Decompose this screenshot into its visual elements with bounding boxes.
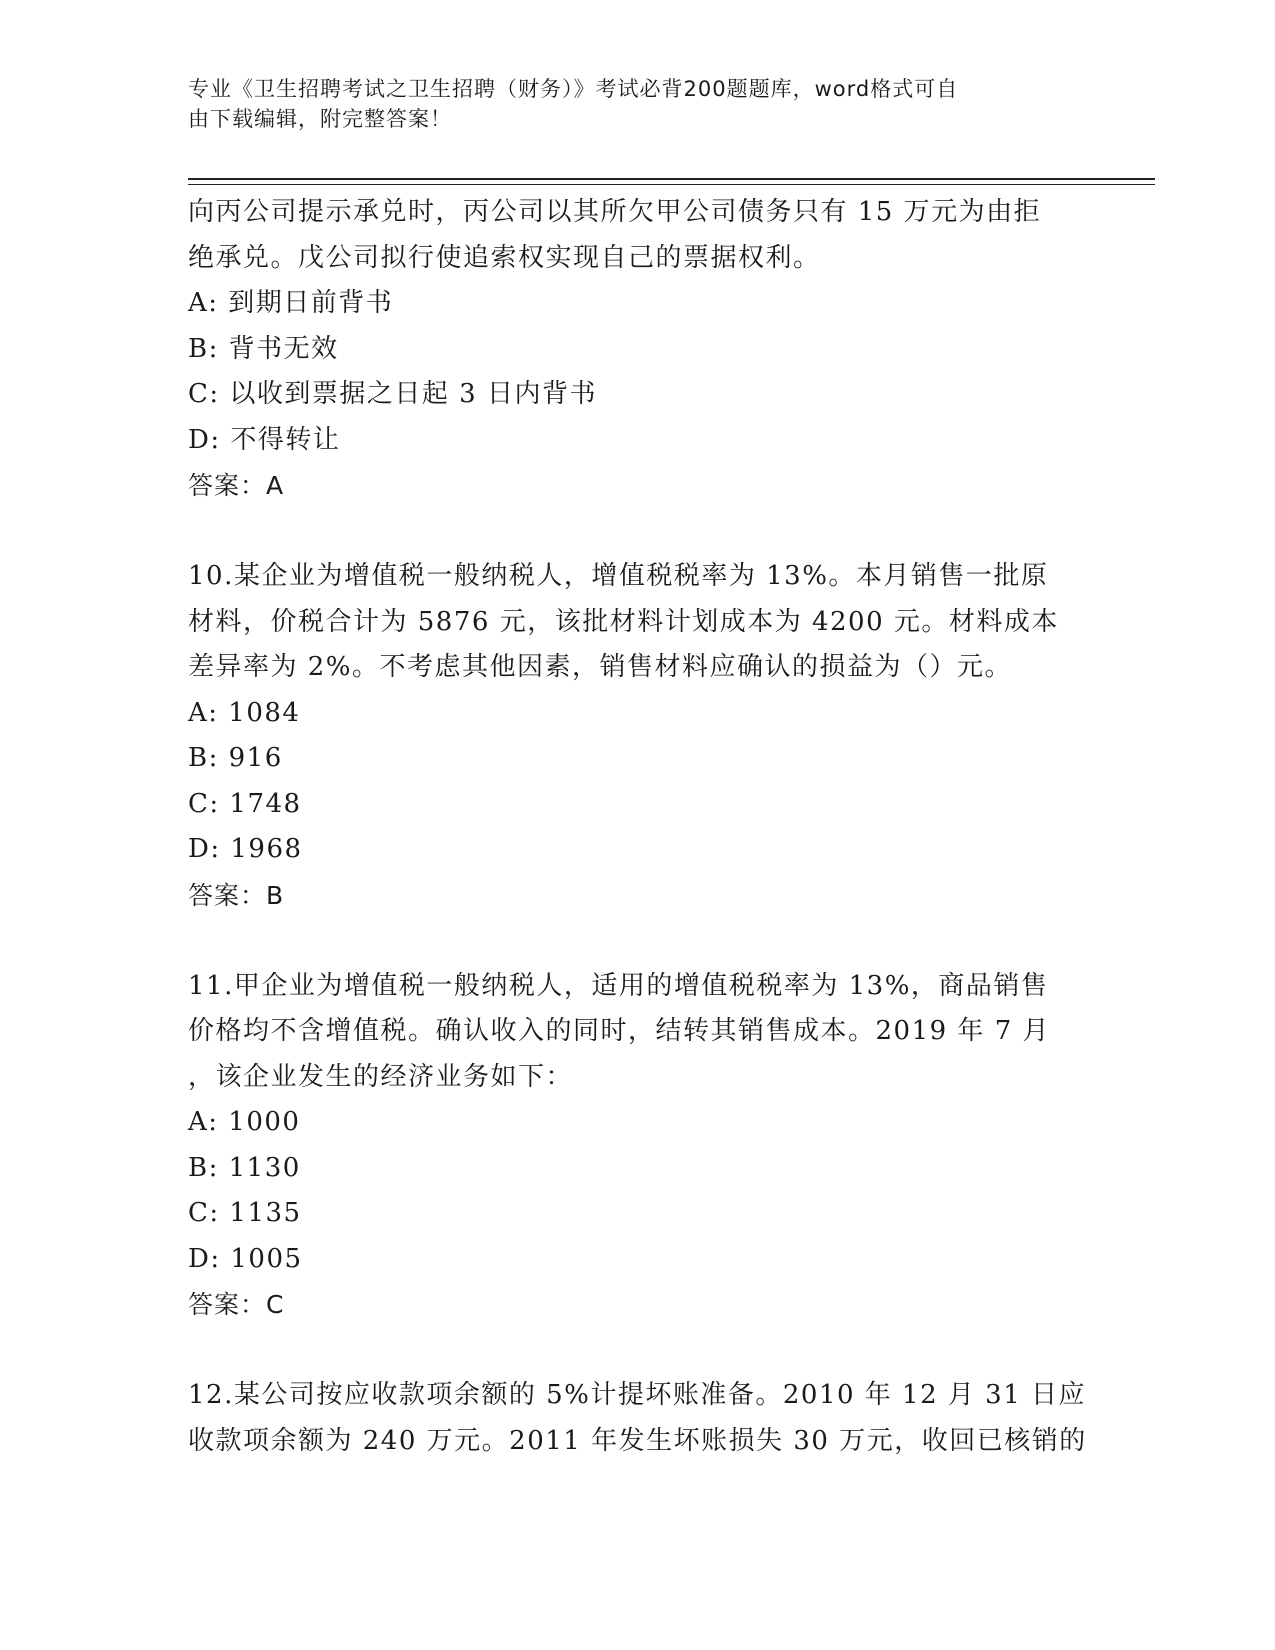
answer-label: 答案：C bbox=[188, 1290, 285, 1319]
question-text: 12.某公司按应收款项余额的 5%计提坏账准备。2010 年 12 月 31 日应 bbox=[188, 1380, 1087, 1410]
option-a: A: 到期日前背书 bbox=[188, 288, 394, 318]
question-text: 10.某企业为增值税一般纳税人，增值税税率为 13%。本月销售一批原 bbox=[188, 561, 1049, 591]
header-divider-thick bbox=[188, 178, 1155, 180]
answer-label: 答案：B bbox=[188, 880, 285, 910]
question-text: 绝承兑。戊公司拟行使追索权实现自己的票据权利。 bbox=[188, 242, 821, 273]
question-12 bbox=[188, 1373, 1088, 1464]
question-9 bbox=[188, 190, 1088, 509]
question-text: 向丙公司提示承兑时，丙公司以其所欠甲公司债务只有 15 万元为由拒 bbox=[188, 197, 1042, 227]
header-line-1: 专业《卫生招聘考试之卫生招聘（财务）》考试必背200题题库，word格式可自 bbox=[188, 77, 959, 101]
document-header bbox=[188, 74, 1068, 134]
spacer bbox=[188, 1328, 1088, 1374]
option-d: D: 1005 bbox=[188, 1243, 303, 1274]
question-text: 11.甲企业为增值税一般纳税人，适用的增值税税率为 13%，商品销售 bbox=[188, 970, 1049, 1001]
option-b: B: 背书无效 bbox=[188, 333, 339, 364]
question-text: 材料，价税合计为 5876 元，该批材料计划成本为 4200 元。材料成本 bbox=[188, 606, 1059, 637]
header-divider-thin bbox=[188, 184, 1155, 185]
question-text: 收款项余额为 240 万元。2011 年发生坏账损失 30 万元，收回已核销的 bbox=[188, 1425, 1087, 1456]
header-line-2: 由下载编辑，附完整答案！ bbox=[188, 107, 452, 131]
option-a: A: 1000 bbox=[188, 1107, 301, 1137]
option-b: B: 1130 bbox=[188, 1152, 301, 1183]
spacer bbox=[188, 509, 1088, 555]
question-10 bbox=[188, 554, 1088, 918]
answer-label: 答案：A bbox=[188, 471, 285, 500]
question-11 bbox=[188, 964, 1088, 1328]
document-body bbox=[188, 190, 1088, 1464]
option-b: B: 916 bbox=[188, 743, 283, 773]
question-text: 差异率为 2%。不考虑其他因素，销售材料应确认的损益为（）元。 bbox=[188, 652, 1013, 682]
option-c: C: 以收到票据之日起 3 日内背书 bbox=[188, 379, 597, 409]
option-d: D: 1968 bbox=[188, 834, 303, 864]
option-a: A: 1084 bbox=[188, 697, 301, 728]
option-d: D: 不得转让 bbox=[188, 424, 341, 455]
option-c: C: 1748 bbox=[188, 788, 302, 819]
spacer bbox=[188, 918, 1088, 964]
question-text: 价格均不含增值税。确认收入的同时，结转其销售成本。2019 年 7 月 bbox=[188, 1016, 1051, 1046]
question-text: ，该企业发生的经济业务如下： bbox=[188, 1061, 574, 1092]
option-c: C: 1135 bbox=[188, 1198, 302, 1228]
